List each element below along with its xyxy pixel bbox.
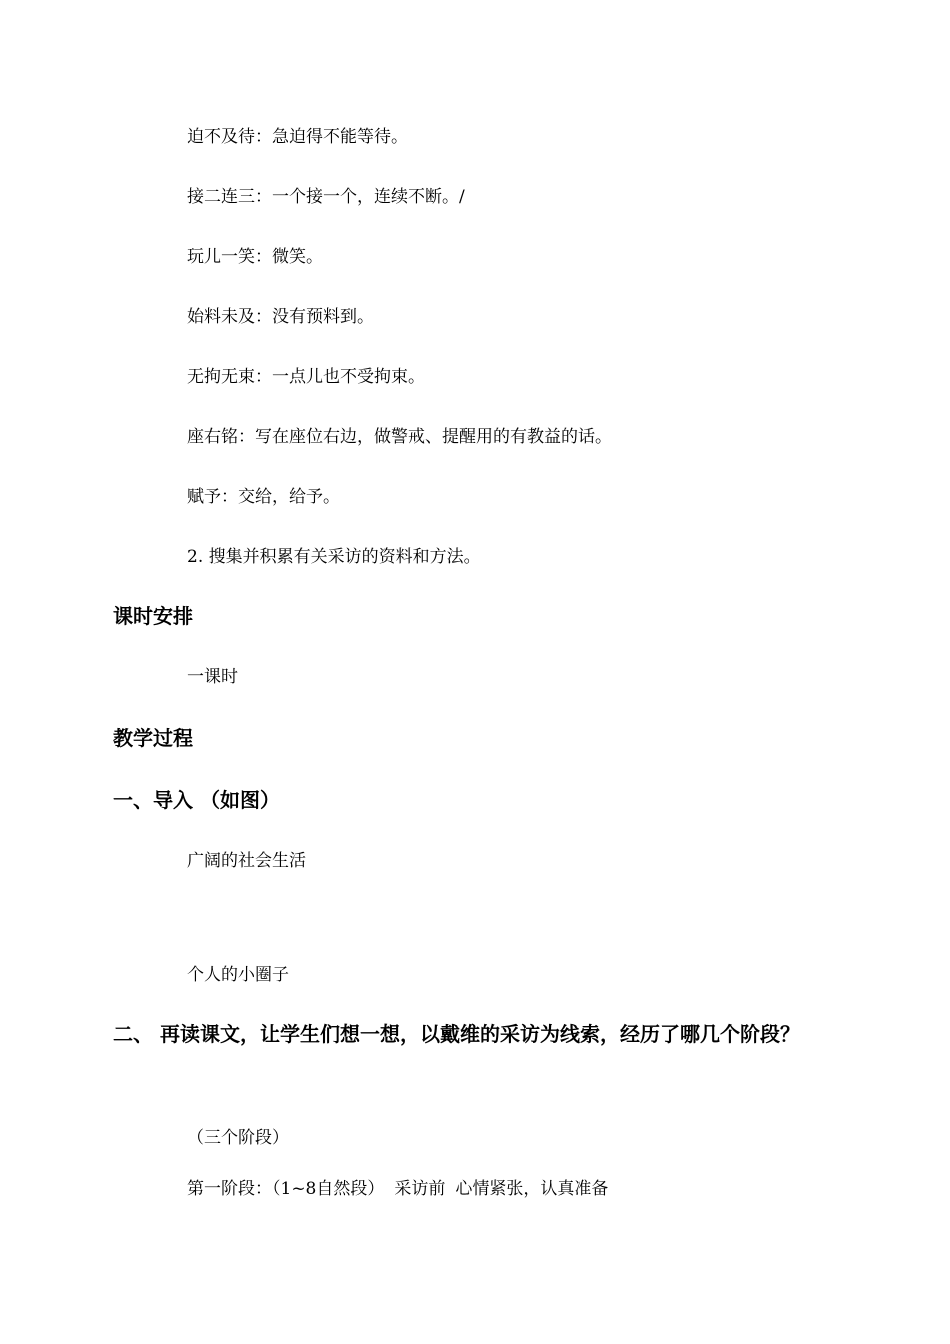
section-heading-schedule: 课时安排 <box>113 604 193 628</box>
part1-heading: 一、导入 （如图） <box>113 788 280 812</box>
list-item-2: 2. 搜集并积累有关采访的资料和方法。 <box>187 547 481 567</box>
stage1-label: 第一阶段： <box>187 1179 272 1199</box>
definition-line: 赋予：交给，给予。 <box>187 487 340 507</box>
stage1-desc: 心情紧张，认真准备 <box>455 1179 609 1199</box>
definition-line: 无拘无束：一点儿也不受拘束。 <box>187 367 425 387</box>
definition-line: 始料未及：没有预料到。 <box>187 307 374 327</box>
definition-line: 迫不及待：急迫得不能等待。 <box>187 127 408 147</box>
stage1-range: （1~8自然段） <box>272 1179 385 1199</box>
stages-count: （三个阶段） <box>187 1128 289 1148</box>
definition-line: 玩儿一笑：微笑。 <box>187 247 323 267</box>
definition-line: 座右铭：写在座位右边，做警戒、提醒用的有教益的话。 <box>187 427 612 447</box>
stage1-title: 采访前 <box>394 1179 446 1199</box>
definition-line: 接二连三：一个接一个，连续不断。/ <box>187 187 465 207</box>
diagram-label-top: 广阔的社会生活 <box>187 851 306 871</box>
section-heading-process: 教学过程 <box>113 726 193 750</box>
diagram-label-bottom: 个人的小圈子 <box>187 965 289 985</box>
stage1-line <box>187 1178 608 1200</box>
schedule-text: 一课时 <box>187 667 238 687</box>
part2-heading: 二、 再读课文，让学生们想一想，以戴维的采访为线索，经历了哪几个阶段？ <box>113 1022 800 1046</box>
